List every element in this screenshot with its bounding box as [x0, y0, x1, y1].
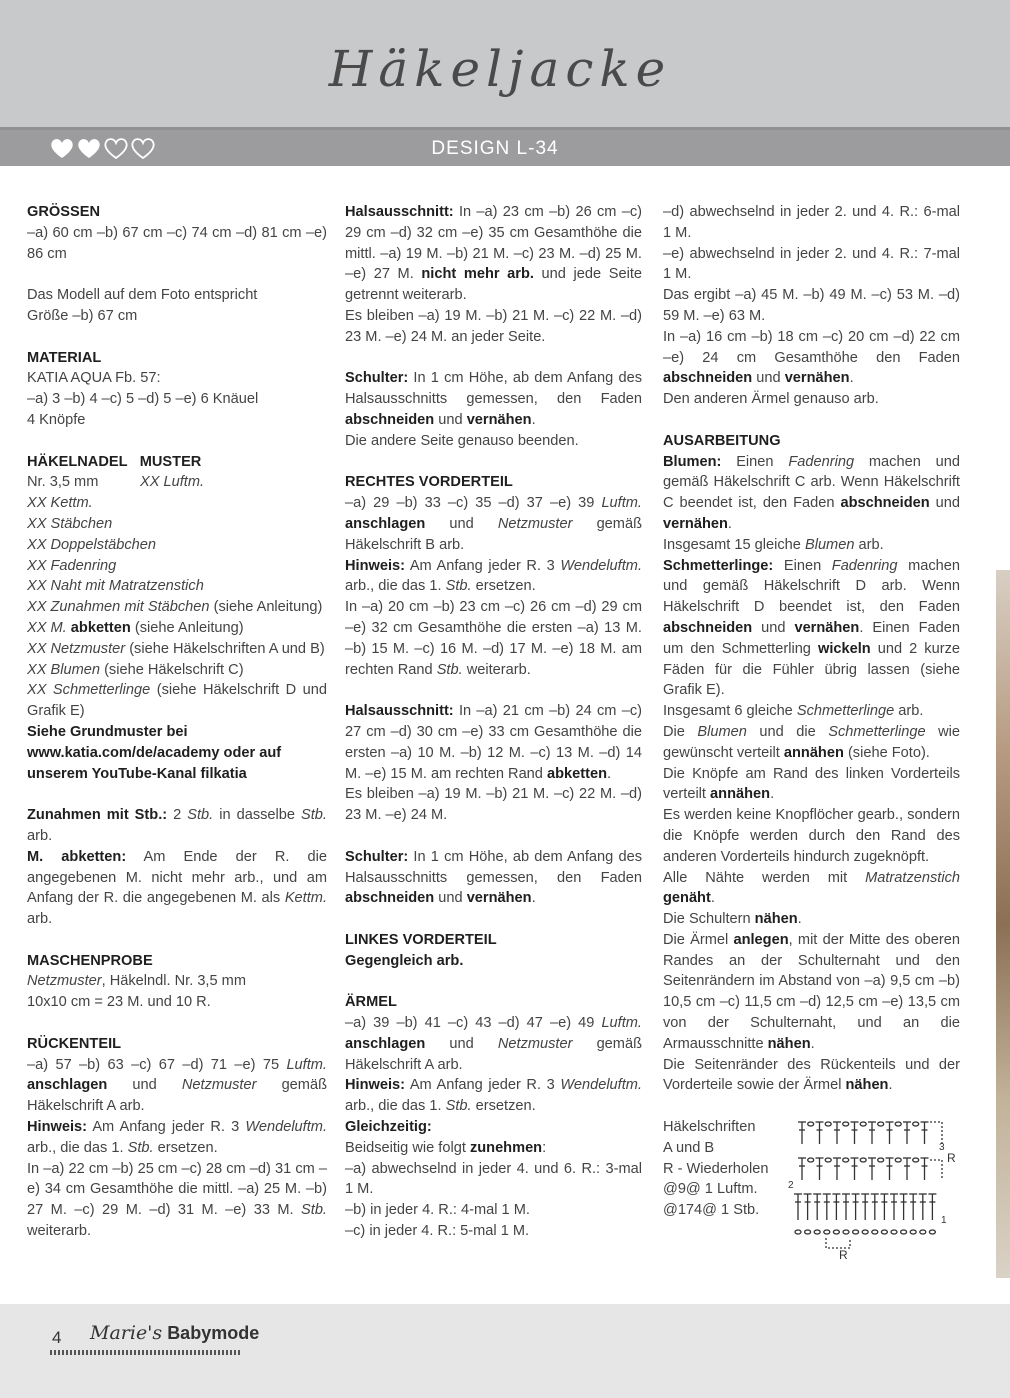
- sleeve-text: –a) 39 –b) 41 –c) 43 –d) 47 –e) 49 Luftm. anschlagen und Netzmuster gemäß Häkelschrift A arb.: [345, 1015, 642, 1073]
- pattern-item: XX Fadenring: [27, 557, 117, 574]
- section-heading: LINKES VORDERTEIL: [345, 931, 497, 948]
- chain-stitch: [825, 1122, 831, 1126]
- column-left: [27, 202, 327, 1242]
- remain-text: Es bleiben –a) 19 M. –b) 21 M. –c) 22 M. –d) 23 M. –e) 24 M. an jeder Seite.: [345, 307, 642, 345]
- chart-legend-item: @9@ 1 Luftm.: [663, 1181, 758, 1198]
- pattern-item: XX Netzmuster (siehe Häkelschriften A und B): [27, 640, 325, 657]
- material-text: –a) 3 –b) 4 –c) 5 –d) 5 –e) 6 Knäuel: [27, 391, 259, 408]
- chain-stitch: [920, 1230, 926, 1234]
- right-front-text: –a) 29 –b) 33 –c) 35 –d) 37 –e) 39 Luftm. anschlagen und Netzmuster gemäß Häkelschrift B arb.: [345, 495, 642, 553]
- note-text: Hinweis: Am Anfang jeder R. 3 Wendeluftm. arb., die das 1. Stb. ersetzen.: [345, 1077, 642, 1115]
- left-front-text: Gegengleich arb.: [345, 952, 464, 969]
- height-text: In –a) 16 cm –b) 18 cm –c) 20 cm –d) 22 cm –e) 24 cm Gesamthöhe den Faden abschneiden und vernähen.: [663, 328, 960, 387]
- chain-stitch: [833, 1230, 839, 1234]
- chain-stitch: [913, 1122, 919, 1126]
- section-heading: ÄRMEL: [345, 994, 397, 1011]
- shoulder-text: Schulter: In 1 cm Höhe, ab dem Anfang des Halsausschnitts gemessen, den Faden abschneiden und vernähen.: [345, 370, 642, 428]
- bind-off-text: M. abketten: Am Ende der R. die angegebenen M. nicht mehr arb., und am Anfang der R. die angegebenen M. als Kettm. arb.: [27, 848, 327, 928]
- chain-stitch: [878, 1122, 884, 1126]
- row-number: 3: [939, 1142, 945, 1153]
- increase-item: –c) in jeder 4. R.: 5-mal 1 M.: [345, 1223, 530, 1240]
- footer-dotted-rule: [50, 1350, 242, 1355]
- gauge-text: 10x10 cm = 23 M. und 10 R.: [27, 994, 211, 1011]
- pattern-item: XX Doppelstäbchen: [27, 536, 156, 553]
- increase-item: –e) abwechselnd in jeder 2. und 4. R.: 7-mal 1 M.: [663, 245, 960, 283]
- material-text: 4 Knöpfe: [27, 411, 86, 428]
- needle-pattern-values: Nr. 3,5 mm XX Luftm.: [27, 474, 205, 491]
- chain-stitch: [913, 1158, 919, 1162]
- brand-logo: Marie's Babymode: [90, 1322, 260, 1344]
- seams-text: Alle Nähte werden mit Matratzenstich genäht.: [663, 869, 960, 907]
- sizes-text: –a) 60 cm –b) 67 cm –c) 74 cm –d) 81 cm –e) 86 cm: [27, 224, 327, 262]
- repeat-label: R: [839, 1248, 848, 1262]
- increase-item: –b) in jeder 4. R.: 4-mal 1 M.: [345, 1202, 530, 1219]
- chain-stitch: [843, 1122, 849, 1126]
- simultaneous-label: Gleichzeitig:: [345, 1119, 432, 1136]
- section-heading: RECHTES VORDERTEIL: [345, 474, 513, 491]
- chain-stitch: [910, 1230, 916, 1234]
- increase-text: Beidseitig wie folgt zunehmen:: [345, 1139, 547, 1156]
- butterflies-text: Schmetterlinge: Einen Fadenring machen und gemäß Häkelschrift D arb. Wenn Häkelschrift D beendet ist, den Faden abschneiden und vernähen. Einen Faden um den Schmetterling wickeln und 2 kurze Fäden für die Fühler übrig lassen (siehe Grafik E).: [663, 557, 960, 699]
- attach-text: Die Blumen und die Schmetterlinge wie gewünscht verteilt annähen (siehe Foto).: [663, 723, 960, 761]
- pattern-item: XX M. abketten (siehe Anleitung): [27, 619, 244, 636]
- chain-stitch: [929, 1230, 935, 1234]
- design-code: DESIGN L-34: [431, 138, 559, 159]
- row-number: 2: [788, 1180, 794, 1191]
- pattern-item: XX Naht mit Matratzenstich: [27, 578, 204, 595]
- crochet-chart: [790, 1116, 962, 1266]
- pattern-item: XX Stäbchen: [27, 515, 113, 532]
- section-heading: RÜCKENTEIL: [27, 1035, 122, 1052]
- gauge-text: Netzmuster, Häkelndl. Nr. 3,5 mm: [27, 973, 246, 990]
- row-number: 1: [941, 1215, 947, 1226]
- pattern-item: XX Blumen (siehe Häkelschrift C): [27, 661, 244, 678]
- chain-stitch: [891, 1230, 897, 1234]
- chain-stitch: [843, 1230, 849, 1234]
- chain-stitch: [805, 1230, 811, 1234]
- result-text: Das ergibt –a) 45 M. –b) 49 M. –c) 53 M. –d) 59 M. –e) 63 M.: [663, 287, 960, 324]
- increase-item: –d) abwechselnd in jeder 2. und 4. R.: 6-mal 1 M.: [663, 204, 960, 241]
- chart-legend-item: R - Wiederholen: [663, 1160, 769, 1177]
- needle-pattern-heading: HÄKELNADEL MUSTER: [27, 453, 202, 470]
- flowers-text: Blumen: Einen Fadenring machen und gemäß Häkelschrift C arb. Wenn Häkelschrift C beendet ist, den Faden abschneiden und vernähen.: [663, 453, 960, 532]
- basic-pattern-link: Siehe Grundmuster bei www.katia.com/de/academy oder auf unserem YouTube-Kanal filkatia: [27, 723, 282, 782]
- note-text: Hinweis: Am Anfang jeder R. 3 Wendeluftm. arb., die das 1. Stb. ersetzen.: [345, 557, 642, 595]
- chain-stitch: [814, 1230, 820, 1234]
- pattern-item: XX Zunahmen mit Stäbchen (siehe Anleitung): [27, 599, 323, 616]
- material-text: KATIA AQUA Fb. 57:: [27, 370, 161, 387]
- chain-stitch: [843, 1158, 849, 1162]
- column-middle: [345, 202, 642, 1242]
- chain-stitch: [878, 1158, 884, 1162]
- remain-text: Es bleiben –a) 19 M. –b) 21 M. –c) 22 M. –d) 23 M. –e) 24 M.: [345, 786, 642, 824]
- other-side-text: Die andere Seite genauso beenden.: [345, 432, 579, 449]
- chain-stitch: [825, 1158, 831, 1162]
- chain-stitch: [808, 1122, 814, 1126]
- flowers-count: Insgesamt 15 gleiche Blumen arb.: [663, 536, 884, 553]
- chain-stitch: [860, 1122, 866, 1126]
- page-title: Häkeljacke: [328, 40, 672, 98]
- side-seams-text: Die Seitenränder des Rückenteils und der Vorderteile sowie der Ärmel nähen.: [663, 1056, 960, 1094]
- model-text: Das Modell auf dem Foto entspricht Größe –b) 67 cm: [27, 287, 258, 324]
- shoulder-text: Schulter: In 1 cm Höhe, ab dem Anfang des Halsausschnitts gemessen, den Faden abschneiden und vernähen.: [345, 848, 642, 907]
- chain-stitch: [853, 1230, 859, 1234]
- back-text: In –a) 22 cm –b) 25 cm –c) 28 cm –d) 31 cm –e) 34 cm Gesamthöhe die mittl. –a) 25 M. –b) 27 M. –c) 29 M. –d) 31 M. –e) 33 M. Stb. weiterarb.: [27, 1160, 327, 1240]
- section-heading: AUSARBEITUNG: [663, 432, 781, 449]
- pattern-item: XX Kettm.: [27, 495, 93, 512]
- pattern-item: XX Schmetterlinge (siehe Häkelschrift D und Grafik E): [27, 682, 327, 720]
- neckline-text: Halsausschnitt: In –a) 21 cm –b) 24 cm –c) 27 cm –d) 30 cm –e) 33 cm Gesamthöhe die ersten –a) 10 M. –b) 12 M. –c) 13 M. –d) 14 M. –e) 15 M. am rechten Rand abketten.: [345, 703, 642, 782]
- buttonholes-text: Es werden keine Knopflöcher gearb., sondern die Knöpfe werden durch den Rand des anderen Vorderteils hindurch zugeknöpft.: [663, 807, 960, 865]
- right-front-text: In –a) 20 cm –b) 23 cm –c) 26 cm –d) 29 cm –e) 32 cm Gesamthöhe die ersten –a) 13 M. –b) 15 M. –c) 16 M. –d) 17 M. –e) 18 M. am rechten Rand Stb. weiterarb.: [345, 599, 642, 678]
- repeat-label: R: [947, 1151, 956, 1165]
- back-text: –a) 57 –b) 63 –c) 67 –d) 71 –e) 75 Luftm. anschlagen und Netzmuster gemäß Häkelschrift A arb.: [27, 1056, 327, 1115]
- shoulders-text: Die Schultern nähen.: [663, 911, 802, 928]
- neckline-text: Halsausschnitt: In –a) 23 cm –b) 26 cm –c) 29 cm –d) 32 cm –e) 35 cm Gesamthöhe die mittl. –a) 19 M. –b) 21 M. –c) 23 M. –d) 25 M. –e) 27 M. nicht mehr arb. und jede Seite getrennt weiterarb.: [345, 204, 642, 304]
- chain-stitch: [895, 1122, 901, 1126]
- chain-stitch: [808, 1158, 814, 1162]
- section-heading: GRÖSSEN: [27, 204, 100, 220]
- butterflies-count: Insgesamt 6 gleiche Schmetterlinge arb.: [663, 703, 924, 720]
- column-right: [663, 202, 960, 1221]
- section-heading: MATERIAL: [27, 349, 102, 366]
- sleeves-attach-text: Die Ärmel anlegen, mit der Mitte des oberen Randes an der Schulternaht und den Seitenrändern im Abstand von –a) 9,5 cm –b) 10,5 cm –c) 11,5 cm –d) 12,5 cm –e) 13,5 cm von der Schulternaht, und an die Armausschnitte nähen.: [663, 931, 960, 1052]
- chain-stitch: [860, 1158, 866, 1162]
- increase-item: –a) abwechselnd in jeder 4. und 6. R.: 3-mal 1 M.: [345, 1160, 642, 1198]
- chain-stitch: [795, 1230, 801, 1234]
- chart-legend-item: @174@ 1 Stb.: [663, 1202, 760, 1219]
- buttons-text: Die Knöpfe am Rand des linken Vorderteils verteilt annähen.: [663, 765, 960, 803]
- note-text: Hinweis: Am Anfang jeder R. 3 Wendeluftm. arb., die das 1. Stb. ersetzen.: [27, 1119, 327, 1156]
- chain-stitch: [824, 1230, 830, 1234]
- chain-stitch: [901, 1230, 907, 1234]
- page-number: 4: [52, 1328, 62, 1347]
- increase-text: Zunahmen mit Stb.: 2 Stb. in dasselbe Stb. arb.: [27, 807, 327, 844]
- chain-stitch: [881, 1230, 887, 1234]
- photo-strip: [996, 570, 1010, 1278]
- chain-stitch: [862, 1230, 868, 1234]
- chart-caption: Häkelschriften A und B: [663, 1119, 756, 1156]
- repeat-bracket: [826, 1238, 850, 1248]
- repeat-bracket: [930, 1160, 942, 1180]
- repeat-bracket: [930, 1122, 942, 1144]
- other-sleeve-text: Den anderen Ärmel genauso arb.: [663, 391, 879, 408]
- chain-stitch: [895, 1158, 901, 1162]
- chain-stitch: [872, 1230, 878, 1234]
- section-heading: MASCHENPROBE: [27, 952, 153, 969]
